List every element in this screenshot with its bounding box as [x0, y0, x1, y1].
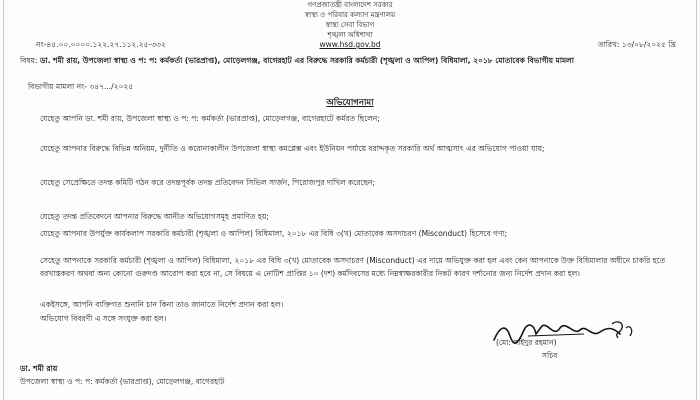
recipient-address: উপজেলা স্বাস্থ্য ও প: প: কর্মকর্তা (ভারপ্রাপ্ত), মোড়েলগঞ্জ, বাগেরহাট [20, 377, 225, 386]
subject-label: বিষয়: [20, 56, 38, 65]
paragraph-7: একইসঙ্গে, আপনি ব্যক্তিগত শুনানি চান কিনা তাও জানাতে নির্দেশ প্রদান করা হল। [40, 300, 284, 309]
paragraph-1: যেহেতু আপনি ডা. শমী রায়, উপজেলা স্বাস্থ্য ও প: প: কর্মকর্তা (ভারপ্রাপ্ত), মোড়েলগঞ্জ, বাগেরহাটে কর্মরত ছিলেন; [40, 114, 380, 123]
header-ministry: স্বাস্থ্য ও পরিবার কল্যাণ মন্ত্রণালয় [304, 11, 396, 19]
paragraph-8: অভিযোগ বিবরণী এ সঙ্গে সংযুক্ত করা হল। [40, 314, 167, 323]
reference-line [36, 40, 676, 51]
subject-text: ডা. শমী রায়, উপজেলা স্বাস্থ্য ও প: প: কর্মকর্তা (ভারপ্রাপ্ত), মোড়েলগঞ্জ, বাগেরহাট এর বিরুদ্ধে সরকারি কর্মচারী (শৃঙ্খলা ও আপিল) বিধিমালা, ২০১৮ মোতাবেক বিভাগীয় মামলা [40, 56, 574, 65]
subject-line [20, 54, 670, 67]
case-number: বিভাগীয় মামলা নং- ৩৪৭.../২০২৫ [28, 82, 134, 91]
paragraph-5: যেহেতু আপনার উপর্যুক্ত কার্যকলাপ সরকারি কর্মচারী (শৃঙ্খলা ও আপিল) বিধিমালা, ২০১৮ এর বিধি ৩(খ) মোতাবেক অসদাচরণ (Misconduct) হিসেবে গণ্য; [40, 229, 508, 238]
document-title: অভিযোগনামা [326, 98, 374, 108]
header-division: স্বাস্থ্য সেবা বিভাগ [325, 21, 375, 29]
paragraph-3: যেহেতু সেপ্রেক্ষিতে তদন্ত কমিটি গঠন করে তদন্তপূর্বক তদন্ত প্রতিবেদন সিভিল সার্জন, পিরোজপুর দাখিল করেছেন; [40, 178, 376, 187]
paragraph-4: যেহেতু তদন্ত প্রতিবেদনে আপনার বিরুদ্ধে আনীত অভিযোগসমূহ প্রমাণিত হয়; [40, 212, 269, 221]
signatory-title: সচিব [542, 351, 558, 360]
paragraph-2: যেহেতু আপনার বিরুদ্ধে বিভিন্ন অনিয়ম, দুর্নীতি ও করোনাকালীন উপজেলা স্বাস্থ্য কমপ্লেক্স এবং ইউনিয়ন পর্যায়ে বরাদ্দকৃত সরকারি অর্থ আত্মসাৎ এর অভিযোগ পাওয়া যায়; [40, 144, 545, 153]
header-section: শৃঙ্খলা অধিশাখা [327, 31, 373, 39]
signatory-name: (মো: সাইদুর রহমান) [496, 338, 557, 347]
page-edge-right [696, 0, 697, 400]
paragraph-6: সেহেতু আপনাকে সরকারি কর্মচারী (শৃঙ্খলা ও আপিল) বিধিমালা, ২০১৮ এর বিধি ৩(খ) মোতাবেক অসদাচরণ (Misconduct) এর দায়ে অভিযুক্ত করা হল এবং কেন আপনাকে উক্ত বিধিমালার অধীনে চাকরি হতে বরখাস্তকরণ অথবা অন্য কোনো গুরুদণ্ড আরোপ করা হবে না, সে বিষয়ে এ নোটিশ প্রাপ্তির ১০ (দশ) কর্মদিবসের মধ্যে নিম্নস্বাক্ষরকারীর নিকট কারণ দর্শানোর জন্য নির্দেশ প্রদান করা হল। [40, 256, 666, 278]
memo-number: নং-৪৫.০০.০০০০.১২২.২৭.১১২.২৫-৩৩২ [36, 40, 166, 49]
header-government: গণপ্রজাতন্ত্রী বাংলাদেশ সরকার [307, 1, 393, 9]
page-edge-left [3, 0, 4, 400]
memo-date: তারিখ: ১৩/০৮/২০২৫ খ্রি [597, 40, 676, 49]
header-website: www.hsd.gov.bd [319, 40, 381, 49]
recipient-name: ডা. শমী রায় [20, 364, 58, 373]
